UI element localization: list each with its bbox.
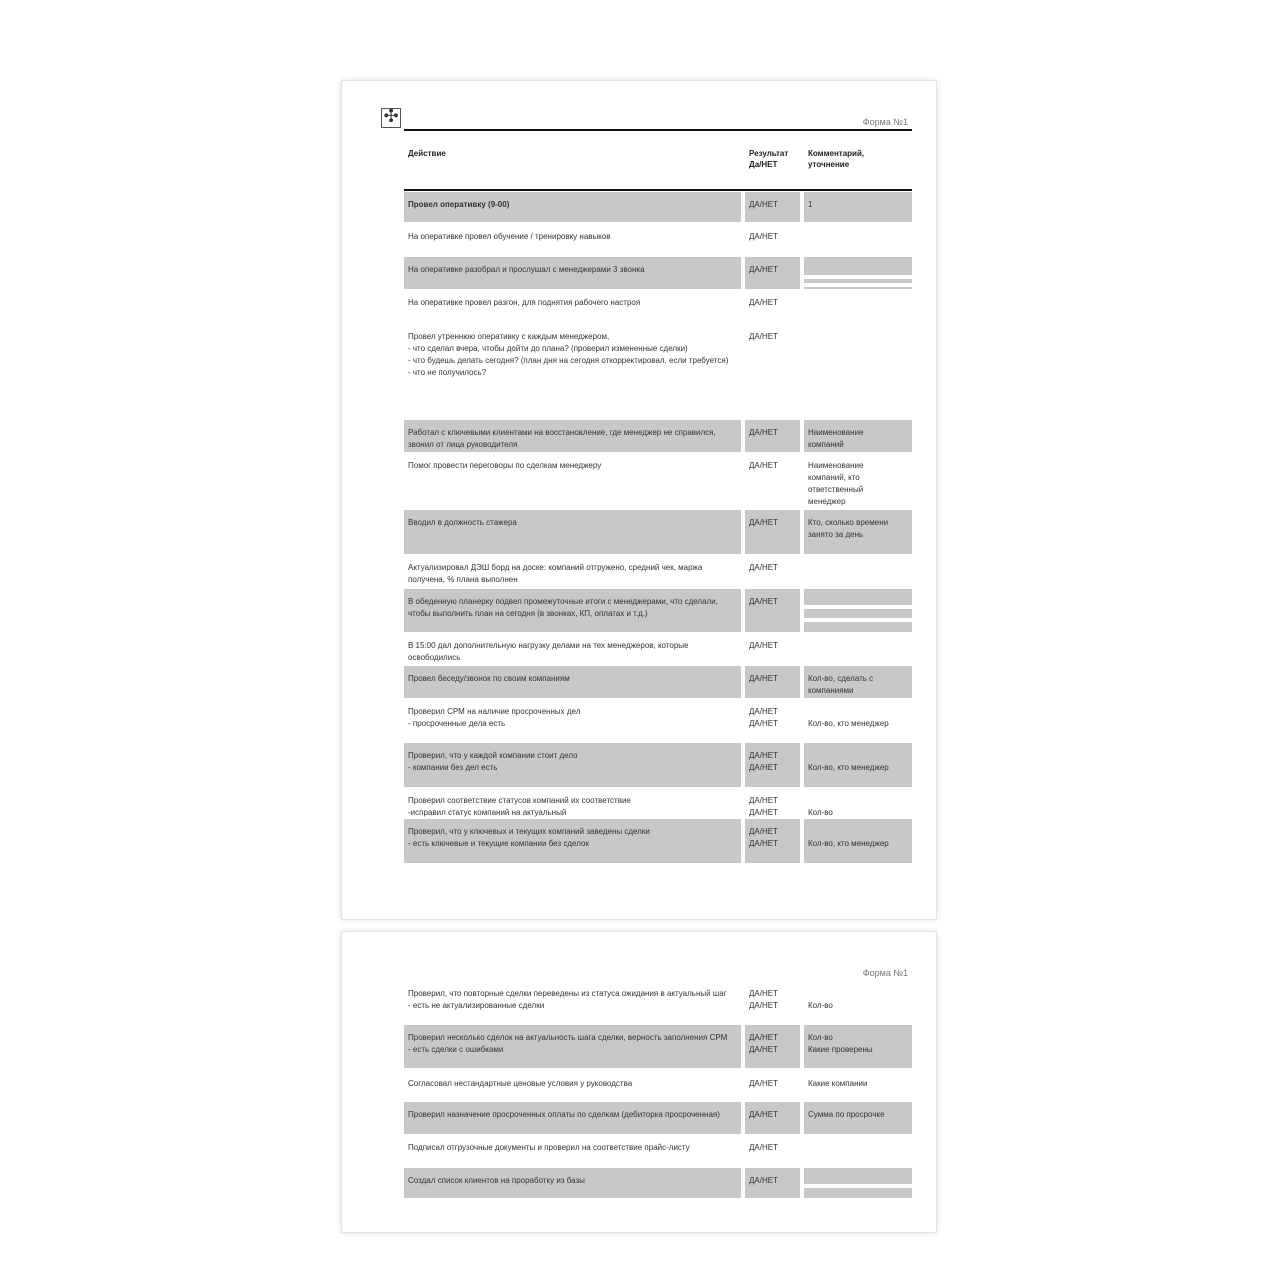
- table-row: [404, 1135, 912, 1167]
- result-cell[interactable]: ДА/НЕТ: [749, 428, 778, 437]
- comment-cell[interactable]: 1: [808, 200, 813, 209]
- table-move-handle-icon[interactable]: ✣: [381, 108, 401, 128]
- comment-cell[interactable]: Кол-во: [808, 1001, 833, 1010]
- action-cell[interactable]: Проверил, что повторные сделки переведены из статуса ожидания в актуальный шаг - есть не актуализированные сделки: [408, 989, 727, 1010]
- comment-cell[interactable]: Кол-во, кто менеджер: [808, 719, 889, 728]
- result-cell[interactable]: ДА/НЕТ ДА/НЕТ: [749, 707, 778, 728]
- action-cell[interactable]: На оперативке разобрал и прослушал с менеджерами 3 звонка: [408, 265, 645, 274]
- cell-divider: [804, 1184, 912, 1188]
- cell-divider: [804, 605, 912, 609]
- table-row: [404, 1168, 912, 1198]
- action-cell[interactable]: На оперативке провел обучение / тренировку навыков: [408, 232, 611, 241]
- table-row: [404, 981, 912, 1024]
- column-header-result: Результат Да/НЕТ: [749, 149, 789, 169]
- action-cell[interactable]: Работал с ключевыми клиентами на восстановление, где менеджер не справился, звонил от лица руководителя: [408, 428, 716, 449]
- result-cell[interactable]: ДА/НЕТ: [749, 265, 778, 274]
- row-shading: [804, 589, 912, 632]
- action-cell[interactable]: Провел оперативку (9-00): [408, 200, 510, 209]
- action-cell[interactable]: Согласовал нестандартные ценовые условия у руководства: [408, 1079, 633, 1088]
- comment-cell[interactable]: Кол-во, сделать с компаниями: [808, 674, 874, 695]
- result-cell[interactable]: ДА/НЕТ: [749, 674, 778, 683]
- form-label-page-2: Форма №1: [862, 968, 908, 978]
- table-row: [404, 633, 912, 665]
- table-row: [404, 743, 912, 787]
- comment-cell[interactable]: Кол-во Какие проверены: [808, 1033, 873, 1054]
- result-cell[interactable]: ДА/НЕТ: [749, 1110, 778, 1119]
- table-row: [404, 257, 912, 289]
- table-row: [404, 788, 912, 818]
- action-cell[interactable]: Проверил несколько сделок на актуальность шага сделки, верность заполнения CPM - есть сделки с ошибками: [408, 1033, 728, 1054]
- table-row: [404, 192, 912, 222]
- action-cell[interactable]: На оперативке провел разгон, для поднятия рабочего настроя: [408, 298, 641, 307]
- table-row: [404, 224, 912, 256]
- comment-cell[interactable]: Кол-во: [808, 808, 833, 817]
- cell-divider: [804, 618, 912, 622]
- column-header-comment: Комментарий, уточнение: [808, 149, 865, 169]
- action-cell[interactable]: Подписал отгрузочные документы и проверил на соответствие прайс-листу: [408, 1143, 690, 1152]
- comment-cell[interactable]: Наименование компаний, кто ответственный менеджер: [808, 461, 864, 506]
- table-row: [404, 420, 912, 452]
- action-cell[interactable]: Проверил CPM на наличие просроченных дел - просроченные дела есть: [408, 707, 581, 728]
- result-cell[interactable]: ДА/НЕТ: [749, 232, 778, 241]
- comment-cell[interactable]: Сумма по просрочке: [808, 1110, 885, 1119]
- result-cell[interactable]: ДА/НЕТ: [749, 461, 778, 470]
- form-label: Форма №1: [862, 117, 908, 127]
- table-row: [404, 1025, 912, 1068]
- result-cell[interactable]: ДА/НЕТ: [749, 1176, 778, 1185]
- table-row: [404, 555, 912, 587]
- result-cell[interactable]: ДА/НЕТ: [749, 200, 778, 209]
- action-cell[interactable]: Помог провести переговоры по сделкам менеджеру: [408, 461, 602, 470]
- cell-divider: [804, 275, 912, 279]
- action-cell[interactable]: Создал список клиентов на проработку из базы: [408, 1176, 585, 1185]
- result-cell[interactable]: ДА/НЕТ: [749, 518, 778, 527]
- comment-cell[interactable]: Кто, сколько времени занято за день: [808, 518, 889, 539]
- table-row: [404, 290, 912, 322]
- action-cell[interactable]: Актуализировал ДЭШ борд на доске: компаний отгружено, средний чек, маржа получена, % плана выполнен: [408, 563, 703, 584]
- comment-cell[interactable]: Кол-во, кто менеджер: [808, 763, 889, 772]
- result-cell[interactable]: ДА/НЕТ: [749, 641, 778, 650]
- result-cell[interactable]: ДА/НЕТ: [749, 298, 778, 307]
- table-header-rule: [404, 189, 912, 191]
- result-cell[interactable]: ДА/НЕТ: [749, 597, 778, 606]
- result-cell[interactable]: ДА/НЕТ: [749, 563, 778, 572]
- table-row: [404, 1071, 912, 1101]
- result-cell[interactable]: ДА/НЕТ ДА/НЕТ: [749, 1033, 778, 1054]
- table-row: [404, 324, 912, 419]
- cell-divider: [804, 283, 912, 287]
- action-cell[interactable]: Проверил назначение просроченных оплаты по сделкам (дебиторка просроченная): [408, 1110, 720, 1119]
- header-rule: [404, 129, 912, 131]
- action-cell[interactable]: Проверил соответствие статусов компаний их соответствие -исправил статус компаний на актуальный: [408, 796, 631, 817]
- table-row: [404, 699, 912, 741]
- action-cell[interactable]: Провел беседу/звонок по своим компаниям: [408, 674, 570, 683]
- action-cell[interactable]: Проверил, что у каждой компании стоит дело - компании без дел есть: [408, 751, 578, 772]
- result-cell[interactable]: ДА/НЕТ ДА/НЕТ: [749, 827, 778, 848]
- result-cell[interactable]: ДА/НЕТ ДА/НЕТ: [749, 796, 778, 817]
- column-header-action: Действие: [408, 149, 446, 158]
- result-cell[interactable]: ДА/НЕТ ДА/НЕТ: [749, 751, 778, 772]
- action-cell[interactable]: Проверил, что у ключевых и текущих компаний заведены сделки - есть ключевые и текущие компании без сделок: [408, 827, 650, 848]
- action-cell[interactable]: Провел утреннюю оперативку с каждым менеджером, - что сделал вчера, чтобы дойти до плана? (проверил измененные сделки) - что будешь делать сегодня? (план дня на сегодня откорректировал, если требуется) - что не получилось?: [408, 332, 729, 377]
- action-cell[interactable]: В 15:00 дал дополнительную нагрузку делами на тех менеджеров, которые освободились: [408, 641, 689, 662]
- result-cell[interactable]: ДА/НЕТ ДА/НЕТ: [749, 989, 778, 1010]
- table-row: [404, 510, 912, 554]
- table-row: [404, 819, 912, 863]
- row-shading: [804, 1168, 912, 1198]
- comment-cell[interactable]: Какие компании: [808, 1079, 868, 1088]
- result-cell[interactable]: ДА/НЕТ: [749, 1079, 778, 1088]
- result-cell[interactable]: ДА/НЕТ: [749, 332, 778, 341]
- result-cell[interactable]: ДА/НЕТ: [749, 1143, 778, 1152]
- comment-cell[interactable]: Кол-во, кто менеджер: [808, 839, 889, 848]
- comment-cell[interactable]: Наименование компаний: [808, 428, 864, 449]
- table-row: [404, 453, 912, 509]
- table-row: [404, 666, 912, 698]
- table-row: [404, 589, 912, 632]
- action-cell[interactable]: В обеденную планерку подвел промежуточные итоги с менеджерами, что сделали, чтобы выполнить план на сегодня (в звонках, КП, оплатах и т.д.): [408, 597, 718, 618]
- action-cell[interactable]: Вводил в должность стажера: [408, 518, 517, 527]
- table-row: [404, 1102, 912, 1134]
